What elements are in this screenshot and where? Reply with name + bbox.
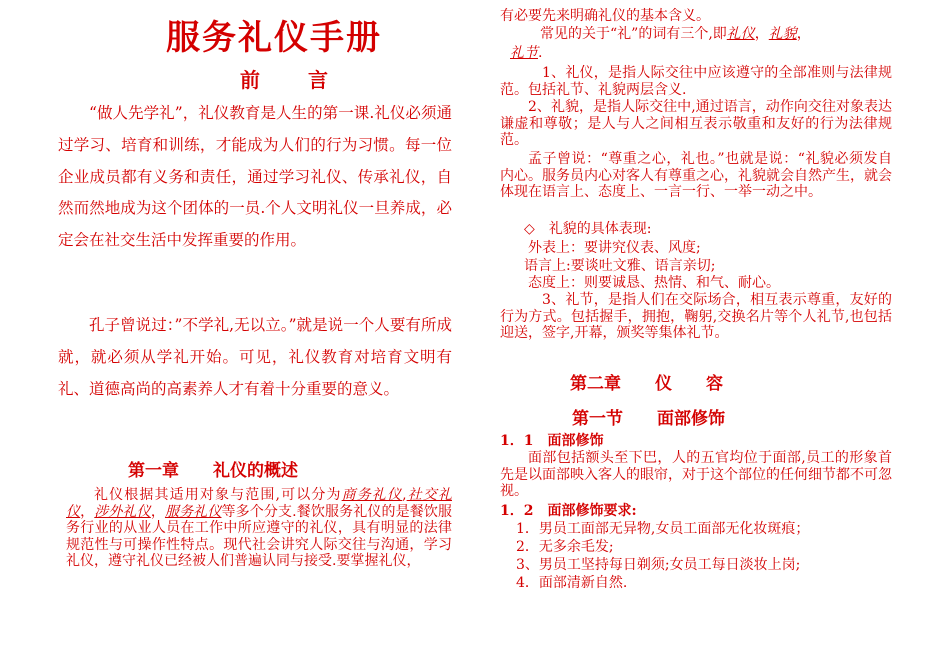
subsection-1-2-heading: 1．2 面部修饰要求: xyxy=(500,503,637,519)
term-limao: 礼貌 xyxy=(768,26,797,42)
right-line-2 xyxy=(540,26,811,43)
politeness-heading: ◇ 礼貌的具体表现: xyxy=(524,221,652,237)
requirement-2: 2．无多余毛发; xyxy=(516,539,614,555)
ch1-sep-3: ， xyxy=(150,503,165,520)
right-line-1: 有必要先来明确礼仪的基本含义。 xyxy=(500,8,710,24)
right-line-3 xyxy=(510,45,542,62)
term-social-etiquette: 社交礼仪 xyxy=(66,487,452,520)
ch1-sep-1: , xyxy=(402,487,407,503)
politeness-attitude: 态度上：则要诚恳、热情、和气、耐心。 xyxy=(528,275,780,291)
requirement-3: 3、男员工坚持每日剃须;女员工每日淡妆上岗; xyxy=(516,557,801,573)
words-sep-2: ， xyxy=(796,26,811,42)
ch1-text-rest: 等多个分支.餐饮服务礼仪的是餐饮服务行业的从业人员在工作中所应遵守的礼仪，具有明显的法律规范性与可操作性特点。现代社会讲究人际交往与沟通，学习礼仪，遵守礼仪已经被人们普遍认同与接受.要掌握礼仪， xyxy=(66,503,453,569)
subsection-1-1-heading: 1．1 面部修饰 xyxy=(500,433,604,449)
words-end: . xyxy=(538,45,543,61)
definition-limao: 2、礼貌，是指人际交往中,通过语言，动作向交往对象表达谦虚和尊敬；是人与人之间相互表示敬重和友好的行为法律规范。 xyxy=(500,99,892,148)
preface-paragraph-2: 孔子曾说过：”不学礼,无以立。”就是说一个人要有所成就，就必须从学礼开始。可见，礼仪教育对培育文明有礼、道德高尚的高素养人才有着十分重要的意义。 xyxy=(58,316,452,398)
section-1-heading: 第一节 面部修饰 xyxy=(572,409,725,429)
requirement-1: 1．男员工面部无异物,女员工面部无化妆斑痕； xyxy=(516,521,810,537)
term-liyi: 礼仪 xyxy=(726,26,755,42)
requirement-4: 4．面部清新自然. xyxy=(516,575,628,591)
chapter-1-heading: 第一章 礼仪的概述 xyxy=(128,461,298,481)
ch1-sep-2: ， xyxy=(80,503,95,520)
politeness-appearance: 外表上：要讲究仪表、风度; xyxy=(528,240,701,256)
preface-heading: 前言 xyxy=(240,68,376,92)
document-title: 服务礼仪手册 xyxy=(166,18,382,58)
words-intro: 常见的关于“礼”的词有三个,即 xyxy=(540,26,727,42)
politeness-language: 语言上:要谈吐文雅、语言亲切; xyxy=(524,258,716,274)
term-service-etiquette: 服务礼仪 xyxy=(164,503,222,520)
term-lijie: 礼节 xyxy=(510,45,538,61)
term-business-etiquette: 商务礼仪 xyxy=(341,487,403,503)
chapter-1-paragraph xyxy=(66,487,452,570)
ch1-text-start: 礼仪根据其适用对象与范围,可以分为 xyxy=(94,487,342,503)
definition-liyi: 1、礼仪，是指人际交往中应该遵守的全部准则与法律规范。包括礼节、礼貌两层含义. xyxy=(500,65,892,98)
words-sep-1: ， xyxy=(754,26,769,42)
preface-paragraph-1: “做人先学礼”，礼仪教育是人生的第一课.礼仪必须通过学习、培育和训练，才能成为人们的行为习惯。每一位企业成员都有义务和责任，通过学习礼仪、传承礼仪，自然而然地成为这个团体的一员.个人文明礼仪一旦养成，必定会在社交生活中发挥重要的作用。 xyxy=(58,104,452,250)
mencius-quote: 孟子曾说：“尊重之心，礼也。”也就是说：“礼貌必须发自内心。服务员内心对客人有尊重之心，礼貌就会自然产生，就会体现在语言上、态度上、一言一行、一举一动之中。 xyxy=(500,151,892,200)
subsection-1-1-text: 面部包括额头至下巴，人的五官均位于面部,员工的形象首先是以面部映入客人的眼帘，对于这个部位的任何细节都不可忽视。 xyxy=(500,450,892,499)
definition-lijie: 3、礼节，是指人们在交际场合，相互表示尊重，友好的行为方式。包括握手，拥抱，鞠躬,交换名片等个人礼节,也包括迎送，签字,开幕，颁奖等集体礼节。 xyxy=(500,292,892,341)
term-foreign-etiquette: 涉外礼仪 xyxy=(94,503,151,520)
chapter-2-heading: 第二章 仪 容 xyxy=(570,374,723,394)
